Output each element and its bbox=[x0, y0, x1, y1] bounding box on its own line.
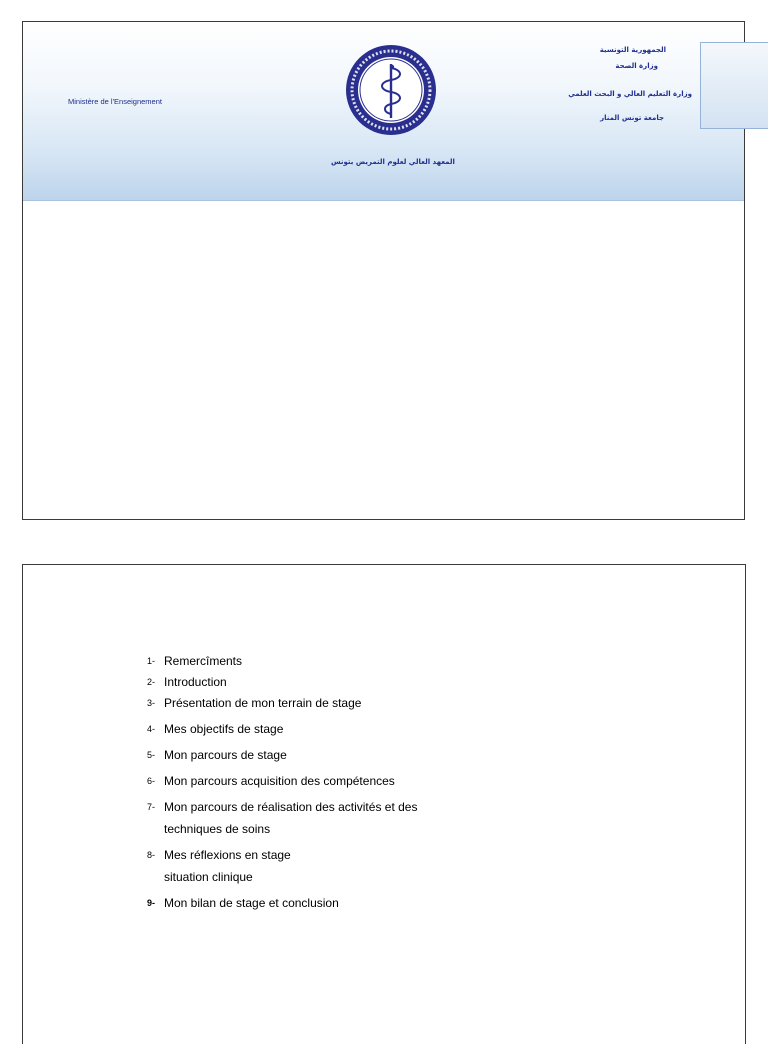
toc-item-number: 3- bbox=[147, 698, 156, 708]
toc-page bbox=[22, 564, 746, 1044]
toc-item-number: 8- bbox=[147, 850, 156, 860]
institute-title: المعهد العالي لعلوم التمريض بتونس bbox=[331, 158, 455, 166]
caduceus-seal-icon bbox=[343, 42, 439, 138]
side-panel-box bbox=[700, 42, 768, 129]
university-label: جامعة تونس المنار bbox=[600, 114, 664, 122]
toc-item bbox=[147, 895, 417, 911]
toc-item-text: Mon parcours de stage bbox=[164, 748, 287, 762]
toc-item-text: Mon parcours de réalisation des activités et des bbox=[164, 800, 418, 814]
toc-item-text: Remercîments bbox=[164, 654, 243, 668]
toc-list bbox=[147, 653, 417, 911]
toc-item-number: 2- bbox=[147, 677, 156, 687]
toc-item-number: 6- bbox=[147, 776, 156, 786]
toc-item-text: Mes objectifs de stage bbox=[164, 722, 284, 736]
ministry-fr-label: Ministère de l'Enseignement bbox=[68, 97, 162, 106]
toc-item bbox=[147, 747, 417, 763]
toc-item-text: Présentation de mon terrain de stage bbox=[164, 696, 362, 710]
toc-item-text: Mon bilan de stage et conclusion bbox=[164, 896, 339, 910]
toc-item-number: 9- bbox=[147, 898, 156, 908]
toc-item-text: Mon parcours acquisition des compétences bbox=[164, 774, 395, 788]
toc-item-text: Introduction bbox=[164, 675, 227, 689]
toc-item-number: 4- bbox=[147, 724, 156, 734]
toc-item bbox=[147, 721, 417, 737]
toc-item bbox=[147, 653, 417, 669]
toc-item bbox=[147, 674, 417, 690]
toc-item-number: 5- bbox=[147, 750, 156, 760]
cover-page bbox=[22, 21, 745, 520]
header-band bbox=[23, 22, 744, 201]
toc-item bbox=[147, 799, 417, 837]
toc-item-number: 7- bbox=[147, 802, 156, 812]
toc-item-subtext: situation clinique bbox=[164, 870, 253, 884]
toc-item-number: 1- bbox=[147, 656, 156, 666]
toc-item bbox=[147, 847, 417, 885]
toc-item-subtext: techniques de soins bbox=[164, 822, 271, 836]
republic-label: الجمهورية التونسية bbox=[599, 46, 666, 54]
toc-item-text: Mes réflexions en stage bbox=[164, 848, 291, 862]
health-ministry-label: وزارة الصحة bbox=[615, 62, 658, 70]
toc-item bbox=[147, 695, 417, 711]
higher-education-ministry-label: وزارة التعليم العالي و البحث العلمي bbox=[568, 90, 692, 98]
toc-item bbox=[147, 773, 417, 789]
